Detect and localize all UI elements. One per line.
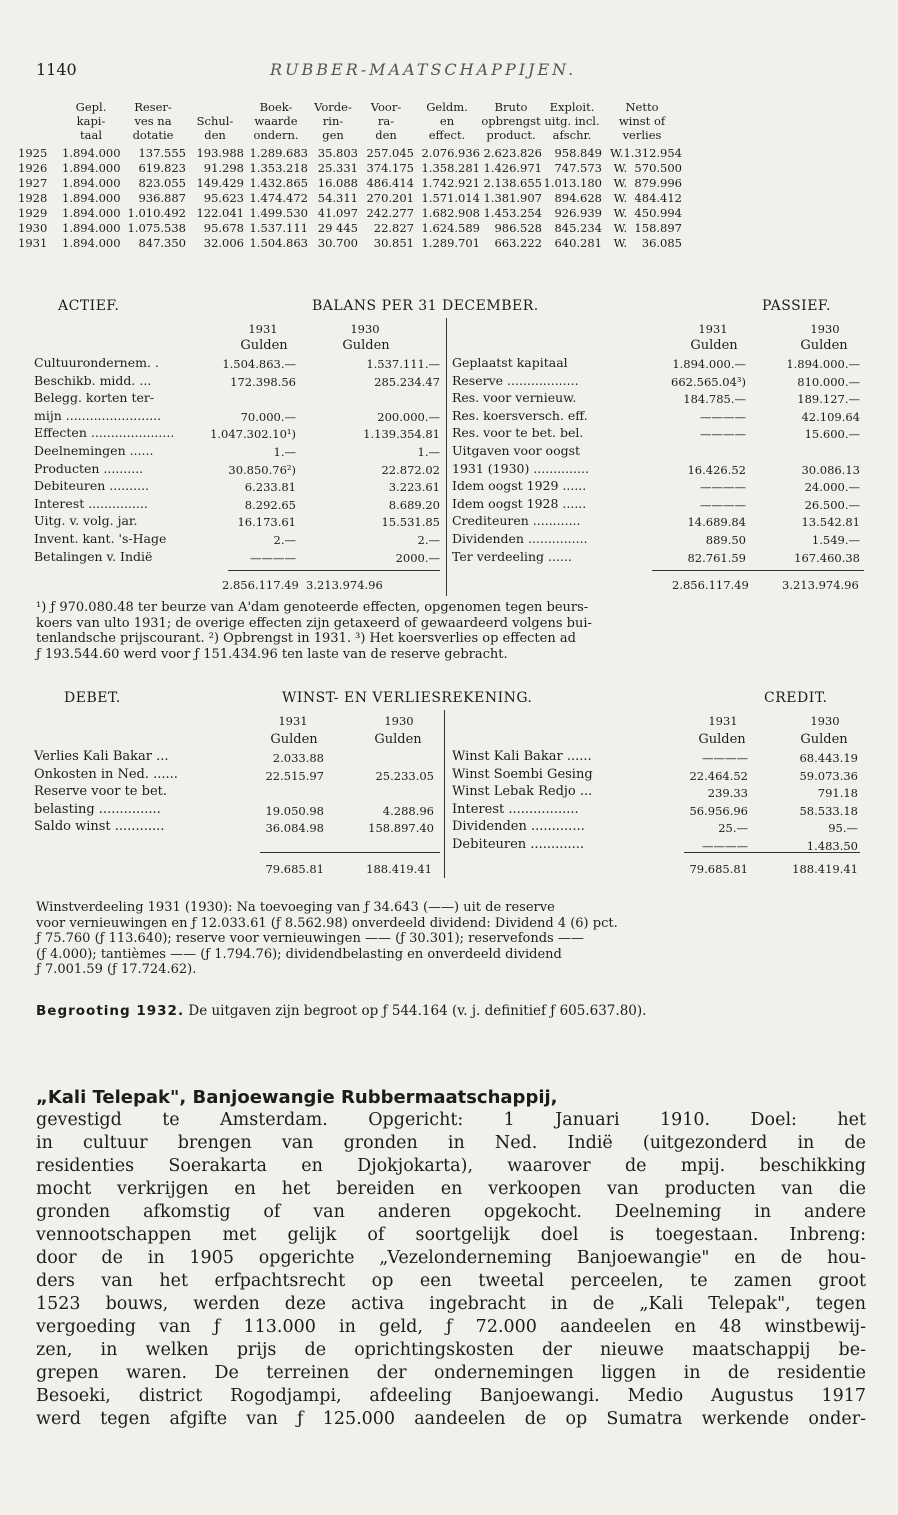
- value-1931: 14.689.84: [687, 515, 746, 530]
- ledger-label: Producten ..........: [34, 460, 144, 476]
- debet-label: DEBET.: [64, 690, 121, 706]
- table-header: Bruto opbrengst product.: [481, 100, 541, 142]
- value-1931: 8.292.65: [244, 497, 296, 512]
- table-header: Reser- ves na dotatie: [132, 100, 174, 142]
- table-cell: W. 879.996: [613, 176, 682, 190]
- table-cell: 1.537.111: [249, 221, 308, 235]
- balance-title: BALANS PER 31 DECEMBER.: [312, 298, 539, 314]
- table-cell: 1.499.530: [249, 206, 308, 220]
- ledger-label: Verlies Kali Bakar ...: [34, 749, 169, 764]
- table-cell: 986.528: [494, 221, 542, 235]
- table-cell: 1.289.701: [421, 236, 480, 250]
- paragraph-line: in cultuur brengen van gronden in Ned. Indië (uitgezonderd in de: [36, 1133, 866, 1153]
- value-1931: 22.515.97: [265, 768, 324, 783]
- paragraph-line: mocht verkrijgen en het bereiden en verkoopen van producten van die: [36, 1179, 866, 1199]
- value-1930: 791.18: [817, 786, 858, 801]
- value-1930: 42.109.64: [801, 409, 860, 424]
- table-cell: 29 445: [317, 221, 358, 235]
- ledger-label: Idem oogst 1929 ......: [452, 478, 587, 494]
- table-cell: 1.571.014: [421, 191, 480, 205]
- table-cell: 35.803: [317, 146, 358, 160]
- table-header: Netto winst of verlies: [618, 100, 666, 142]
- value-1930: 58.533.18: [799, 803, 858, 818]
- value-1931: ————: [700, 409, 746, 424]
- table-cell: 1.353.218: [249, 161, 308, 175]
- ledger-label: Interest ...............: [34, 495, 148, 511]
- value-1931: 2.033.88: [272, 751, 324, 765]
- table-cell: 1.289.683: [249, 146, 308, 160]
- table-cell: 2.076.936: [421, 146, 480, 160]
- value-1931: 36.084.98: [265, 821, 324, 836]
- table-cell: 25.331: [317, 161, 358, 175]
- ledger-label: Winst Soembi Gesing: [452, 766, 593, 782]
- total-rule: [260, 852, 440, 853]
- table-cell: 845.234: [554, 221, 602, 235]
- total-rule: [228, 570, 440, 571]
- table-cell: 894.628: [554, 191, 602, 205]
- value-1931: 19.050.98: [265, 803, 324, 818]
- table-cell: 486.414: [366, 176, 414, 190]
- table-cell: 847.350: [138, 236, 186, 250]
- value-1931: ————: [250, 550, 296, 565]
- table-header: Voor- ra- den: [370, 100, 402, 142]
- table-cell: 30.851: [373, 236, 414, 250]
- value-1931: 239.33: [707, 786, 748, 801]
- paragraph-line: zen, in welken prijs de oprichtingskosten der nieuwe maatschappij be-: [36, 1340, 866, 1360]
- value-1930: 59.073.36: [799, 768, 858, 783]
- table-cell: 30.700: [317, 236, 358, 250]
- table-row: [18, 236, 878, 251]
- value-1931: 662.565.04³): [671, 374, 746, 389]
- table-cell: 137.555: [138, 146, 186, 160]
- table-cell: 1.894.000: [62, 236, 121, 250]
- value-1930: 13.542.81: [801, 515, 860, 530]
- table-cell: 257.045: [366, 146, 414, 160]
- currency-label: Gulden: [270, 732, 318, 747]
- value-1931: ————: [700, 497, 746, 512]
- table-header: Gepl. kapi- taal: [75, 100, 107, 142]
- table-cell: 41.097: [317, 206, 358, 220]
- table-row: [18, 176, 878, 191]
- table-cell: W. 158.897: [613, 221, 682, 235]
- paragraph-line: grepen waren. De terreinen der ondernemingen liggen in de residentie: [36, 1363, 866, 1383]
- total-debit-1930: 188.419.41: [366, 862, 432, 876]
- actief-label: ACTIEF.: [58, 298, 120, 314]
- table-cell: 936.887: [138, 191, 186, 205]
- ledger-label: mijn ........................: [34, 407, 162, 423]
- ledger-label: Invent. kant. 's-Hage: [34, 531, 167, 546]
- table-cell: 663.222: [494, 236, 542, 250]
- value-1930: 1.894.000.—: [786, 357, 860, 371]
- ledger-label: Saldo winst ............: [34, 819, 165, 835]
- year-1931: 1931: [248, 322, 278, 336]
- table-cell: 1.894.000: [62, 161, 121, 175]
- table-cell: 619.823: [138, 161, 186, 175]
- value-1930: 158.897.40: [368, 821, 434, 836]
- table-cell: 270.201: [366, 191, 414, 205]
- ledger-label: Betalingen v. Indië: [34, 548, 153, 564]
- value-1930: 25.233.05: [375, 768, 434, 783]
- table-cell: 1.381.907: [483, 191, 542, 205]
- table-cell: W.1.312.954: [610, 146, 682, 160]
- passief-label: PASSIEF.: [762, 298, 831, 314]
- paragraph-line: vennootschappen met gelijk of soortgelijk doel is toegestaan. Inbreng:: [36, 1225, 866, 1245]
- ledger-label: Geplaatst kapitaal: [452, 355, 568, 370]
- table-cell: 926.939: [554, 206, 602, 220]
- value-1930: 2.—: [417, 533, 440, 547]
- total-liabilities-1931: 2.856.117.49: [672, 578, 749, 592]
- ledger-label: Reserve ..................: [452, 372, 579, 388]
- value-1931: 889.50: [705, 533, 746, 547]
- value-1930: 30.086.13: [801, 462, 860, 477]
- paragraph-line: Besoeki, district Rogodjampi, afdeeling Banjoewangi. Medio Augustus 1917: [36, 1386, 866, 1406]
- value-1931: 22.464.52: [689, 768, 748, 783]
- table-cell: 1.894.000: [62, 221, 121, 235]
- total-credit-1931: 79.685.81: [689, 862, 748, 876]
- ledger-label: Res. voor te bet. bel.: [452, 425, 584, 441]
- table-header: Schul- den: [196, 114, 234, 142]
- table-cell: 1.504.863: [249, 236, 308, 250]
- pl-title: WINST- EN VERLIESREKENING.: [282, 690, 533, 706]
- ledger-label: Dividenden .............: [452, 819, 585, 835]
- ledger-label: Interest .................: [452, 801, 579, 817]
- value-1930: 15.531.85: [381, 515, 440, 530]
- year-cell: 1931: [18, 236, 48, 250]
- value-1931: 70.000.—: [240, 409, 296, 424]
- year-cell: 1928: [18, 191, 48, 205]
- paragraph-line: ders van het erfpachtsrecht op een tweetal perceelen, te zamen groot: [36, 1271, 866, 1291]
- table-cell: 374.175: [366, 161, 414, 175]
- value-1931: 1.504.863.—: [222, 357, 296, 371]
- year-1931: 1931: [278, 714, 308, 728]
- table-cell: 16.088: [317, 176, 358, 190]
- ledger-label: Debiteuren .............: [452, 837, 585, 852]
- table-cell: 193.988: [196, 146, 244, 160]
- value-1930: 4.288.96: [382, 803, 434, 818]
- table-row: [18, 146, 878, 161]
- ledger-label: belasting ...............: [34, 801, 161, 817]
- currency-label: Gulden: [800, 732, 848, 747]
- value-1931: 2.—: [273, 533, 296, 547]
- ledger-label: Crediteuren ............: [452, 513, 581, 529]
- paragraph-line: door de in 1905 opgerichte „Vezelonderneming Banjoewangie" en de hou-: [36, 1248, 866, 1268]
- table-cell: W. 450.994: [613, 206, 682, 220]
- table-row: [18, 161, 878, 176]
- currency-label: Gulden: [374, 732, 422, 747]
- value-1931: 30.850.76²): [228, 462, 296, 477]
- table-cell: 1.894.000: [62, 176, 121, 190]
- table-cell: 1.358.281: [421, 161, 480, 175]
- value-1931: ————: [702, 839, 748, 853]
- running-title: RUBBER-MAATSCHAPPIJEN.: [270, 60, 577, 79]
- value-1930: 8.689.20: [388, 497, 440, 512]
- table-cell: 2.623.826: [483, 146, 542, 160]
- value-1931: ————: [700, 480, 746, 495]
- ledger-label: Belegg. korten ter-: [34, 390, 155, 406]
- table-cell: 1.682.908: [421, 206, 480, 220]
- table-cell: 747.573: [554, 161, 602, 175]
- value-1930: 2000.—: [395, 550, 440, 565]
- value-1931: 25.—: [718, 821, 748, 836]
- ledger-label: Ter verdeeling ......: [452, 548, 572, 564]
- paragraph-line: werd tegen afgifte van ƒ 125.000 aandeelen de op Sumatra werkende onder-: [36, 1409, 866, 1429]
- value-1930: 200.000.—: [377, 409, 440, 424]
- table-cell: 1.894.000: [62, 206, 121, 220]
- value-1930: 26.500.—: [804, 497, 860, 512]
- budget-text: De uitgaven zijn begroot op ƒ 544.164 (v. j. definitief ƒ 605.637.80).: [188, 1003, 647, 1019]
- total-assets-1931: 2.856.117.49: [222, 578, 299, 592]
- value-1931: 16.173.61: [237, 515, 296, 530]
- value-1930: 22.872.02: [381, 462, 440, 477]
- value-1930: 68.443.19: [799, 751, 858, 765]
- table-cell: 122.041: [196, 206, 244, 220]
- table-cell: 1.894.000: [62, 191, 121, 205]
- currency-label: Gulden: [240, 338, 288, 353]
- ledger-label: 1931 (1930) ..............: [452, 460, 589, 476]
- year-cell: 1927: [18, 176, 48, 190]
- total-rule: [652, 570, 864, 571]
- value-1931: 172.398.56: [230, 374, 296, 389]
- paragraph-line: gronden afkomstig of van anderen opgekocht. Deelneming in andere: [36, 1202, 866, 1222]
- ledger-label: Beschikb. midd. ...: [34, 372, 152, 388]
- table-cell: 242.277: [366, 206, 414, 220]
- value-1930: 1.139.354.81: [363, 427, 440, 442]
- total-credit-1930: 188.419.41: [792, 862, 858, 876]
- ledger-label: Uitgaven voor oogst: [452, 443, 581, 458]
- table-cell: 958.849: [554, 146, 602, 160]
- value-1930: 1.537.111.—: [366, 357, 440, 371]
- table-cell: 95.678: [203, 221, 244, 235]
- balance-footnotes: ¹) ƒ 970.080.48 ter beurze van A'dam genoteerde effecten, opgenomen tegen beurs- koers van ulto 1931; de overige effecten zijn getaxeerd of gewaardeerd volgens bui- tenlandsche prijscourant. ²) Opbrengst in 1931. ³) Het koersverlies op effecten ad ƒ 193.544.60 werd voor ƒ 151.434.96 ten laste van de reserve gebracht.: [36, 600, 592, 662]
- currency-label: Gulden: [342, 338, 390, 353]
- table-header: Geldm. en effect.: [426, 100, 468, 142]
- table-cell: 1.742.921: [421, 176, 480, 190]
- value-1931: ————: [702, 751, 748, 765]
- value-1930: 1.483.50: [806, 839, 858, 853]
- paragraph-line: vergoeding van ƒ 113.000 in geld, ƒ 72.000 aandeelen en 48 winstbewij-: [36, 1317, 866, 1337]
- table-header: Vorde- rin- gen: [314, 100, 352, 142]
- value-1931: 16.426.52: [687, 462, 746, 477]
- value-1931: 6.233.81: [244, 480, 296, 495]
- total-liabilities-1930: 3.213.974.96: [782, 578, 859, 592]
- value-1930: 1.—: [417, 445, 440, 459]
- ledger-label: Cultuurondernem. .: [34, 355, 159, 370]
- budget-paragraph: [36, 1004, 866, 1020]
- value-1930: 15.600.—: [804, 427, 860, 442]
- table-cell: W. 570.500: [613, 161, 682, 175]
- value-1931: 1.—: [273, 445, 296, 459]
- currency-label: Gulden: [690, 338, 738, 353]
- table-cell: 1.894.000: [62, 146, 121, 160]
- table-cell: 1.624.589: [421, 221, 480, 235]
- paragraph-line: gevestigd te Amsterdam. Opgericht: 1 Januari 1910. Doel: het: [36, 1110, 866, 1130]
- table-cell: 1.075.538: [127, 221, 186, 235]
- ledger-label: Res. koersversch. eff.: [452, 407, 588, 423]
- year-1931: 1931: [708, 714, 738, 728]
- table-cell: 1.453.254: [483, 206, 542, 220]
- budget-label: Begrooting 1932.: [36, 1003, 185, 1019]
- year-1930: 1930: [810, 322, 840, 336]
- table-cell: 91.298: [203, 161, 244, 175]
- currency-label: Gulden: [800, 338, 848, 353]
- table-cell: 1.010.492: [127, 206, 186, 220]
- value-1930: 1.549.—: [811, 533, 860, 547]
- value-1930: 3.223.61: [388, 480, 440, 495]
- currency-label: Gulden: [698, 732, 746, 747]
- year-1930: 1930: [350, 322, 380, 336]
- table-cell: 2.138.655: [483, 176, 542, 190]
- table-cell: 32.006: [203, 236, 244, 250]
- year-cell: 1925: [18, 146, 48, 160]
- profit-distribution: Winstverdeeling 1931 (1930): Na toevoeging van ƒ 34.643 (——) uit de reserve voor vernieuwingen en ƒ 12.033.61 (ƒ 8.562.98) onverdeeld dividend: Dividend 4 (6) pct. ƒ 75.760 (ƒ 113.640); reserve voor vernieuwingen —— (ƒ 30.301); reservefonds —— (ƒ 4.000); tantièmes —— (ƒ 1.794.76); dividendbelasting en onverdeeld dividend ƒ 7.001.59 (ƒ 17.724.62).: [36, 900, 618, 977]
- table-row: [18, 206, 878, 221]
- value-1930: 167.460.38: [794, 550, 860, 565]
- table-cell: W. 484.412: [613, 191, 682, 205]
- ledger-label: Idem oogst 1928 ......: [452, 495, 587, 511]
- table-cell: 95.623: [203, 191, 244, 205]
- page-number: 1140: [36, 60, 77, 79]
- year-cell: 1926: [18, 161, 48, 175]
- ledger-label: Winst Lebak Redjo ...: [452, 784, 593, 800]
- table-cell: 823.055: [138, 176, 186, 190]
- value-1930: 810.000.—: [797, 374, 860, 389]
- table-header: Boek- waarde ondern.: [253, 100, 299, 142]
- table-row: [18, 221, 878, 236]
- total-rule: [684, 852, 860, 853]
- table-cell: 149.429: [196, 176, 244, 190]
- value-1930: 285.234.47: [374, 374, 440, 389]
- credit-label: CREDIT.: [764, 690, 828, 706]
- ledger-label: Deelnemingen ......: [34, 443, 154, 458]
- ledger-label: Effecten .....................: [34, 425, 175, 441]
- year-cell: 1930: [18, 221, 48, 235]
- table-cell: 1.474.472: [249, 191, 308, 205]
- table-cell: 1.426.971: [483, 161, 542, 175]
- value-1931: ————: [700, 427, 746, 442]
- ledger-label: Reserve voor te bet.: [34, 784, 167, 800]
- ledger-label: Dividenden ...............: [452, 531, 588, 546]
- table-cell: W. 36.085: [613, 236, 682, 250]
- ledger-label: Uitg. v. volg. jar.: [34, 513, 138, 529]
- ledger-label: Debiteuren ..........: [34, 478, 150, 494]
- paragraph-line: 1523 bouws, werden deze activa ingebracht in de „Kali Telepak", tegen: [36, 1294, 866, 1314]
- total-assets-1930: 3.213.974.96: [306, 578, 383, 592]
- paragraph-line: residenties Soerakarta en Djokjokarta), waarover de mpij. beschikking: [36, 1156, 866, 1176]
- table-header: Exploit. uitg. incl. afschr.: [544, 100, 600, 142]
- value-1931: 184.785.—: [683, 392, 746, 407]
- total-debit-1931: 79.685.81: [265, 862, 324, 876]
- year-1930: 1930: [384, 714, 414, 728]
- table-cell: 640.281: [554, 236, 602, 250]
- value-1931: 82.761.59: [687, 550, 746, 565]
- value-1931: 1.047.302.10¹): [210, 427, 296, 442]
- table-cell: 22.827: [373, 221, 414, 235]
- column-divider: [446, 318, 447, 596]
- table-cell: 1.432.865: [249, 176, 308, 190]
- year-1930: 1930: [810, 714, 840, 728]
- year-cell: 1929: [18, 206, 48, 220]
- ledger-label: Onkosten in Ned. ......: [34, 766, 178, 782]
- year-1931: 1931: [698, 322, 728, 336]
- ledger-label: Winst Kali Bakar ......: [452, 749, 592, 764]
- company-title: „Kali Telepak", Banjoewangie Rubbermaatschappij,: [36, 1087, 558, 1108]
- value-1930: 189.127.—: [797, 392, 860, 407]
- value-1931: 1.894.000.—: [672, 357, 746, 371]
- value-1930: 95.—: [828, 821, 858, 836]
- table-cell: 1.013.180: [543, 176, 602, 190]
- table-cell: 54.311: [317, 191, 358, 205]
- table-row: [18, 191, 878, 206]
- value-1930: 24.000.—: [804, 480, 860, 495]
- company-section: [36, 1086, 866, 1431]
- ledger-label: Res. voor vernieuw.: [452, 390, 577, 406]
- value-1931: 56.956.96: [689, 803, 748, 818]
- statistics-table: [18, 100, 878, 251]
- column-divider: [444, 710, 445, 878]
